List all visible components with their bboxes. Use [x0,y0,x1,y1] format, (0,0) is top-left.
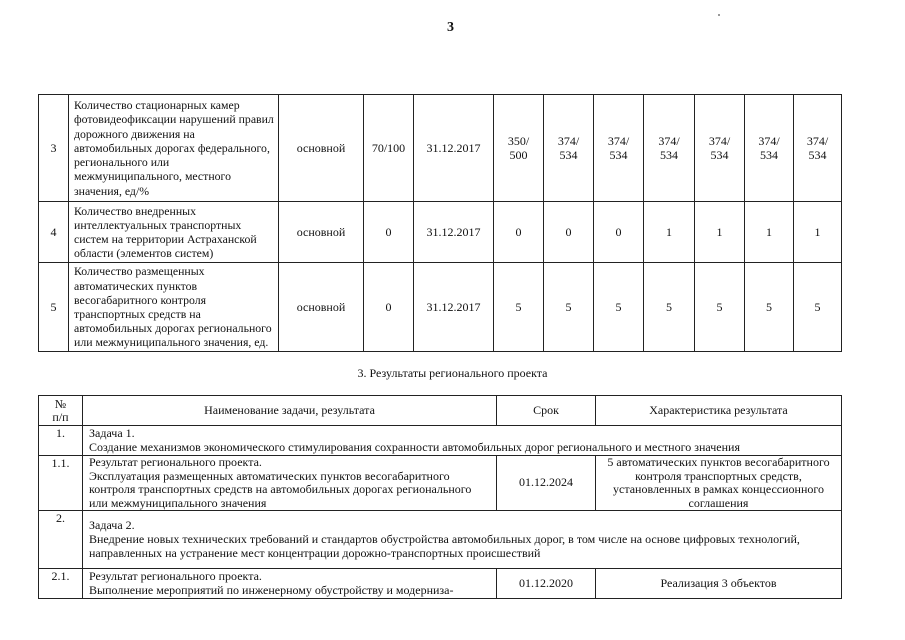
result-characteristic: 5 автоматических пунктов весогабаритного контроля транспортных средств, установленных в рамках концессионного соглашения [596,456,842,511]
result-number: 2.1. [39,569,83,599]
year-value: 0 [494,202,544,263]
base-value: 70/100 [364,95,414,202]
result-text: Результат регионального проекта. Эксплуатация размещенных автоматических пунктов весогабаритного контроля транспортных средств на автомобильных дорогах регионального или межмуниципального значения [83,456,497,511]
table-row [39,95,842,202]
base-value: 0 [364,263,414,352]
result-deadline: 01.12.2024 [497,456,596,511]
year-value: 374/ 534 [695,95,745,202]
indicator-name: Количество внедренных интеллектуальных транспортных систем на территории Астраханской области (элементов систем) [69,202,279,263]
column-header-number: № п/п [39,396,83,426]
indicator-name: Количество размещенных автоматических пунктов весогабаритного контроля транспортных средств на автомобильных дорогах регионального или межмуниципального значения, ед. [69,263,279,352]
row-number: 3 [39,95,69,202]
year-value: 1 [794,202,842,263]
column-header-characteristic: Характеристика результата [596,396,842,426]
table-header-row [39,396,842,426]
year-value: 0 [594,202,644,263]
year-value: 374/ 534 [745,95,794,202]
column-header-name: Наименование задачи, результата [83,396,497,426]
task-number: 1. [39,426,83,456]
table-row [39,511,842,569]
base-value: 0 [364,202,414,263]
indicator-name: Количество стационарных камер фотовидеофиксации нарушений правил дорожного движения на автомобильных дорогах федерального, регионального или межмуниципального, местного значения, ед/% [69,95,279,202]
column-header-deadline: Срок [497,396,596,426]
year-value: 5 [695,263,745,352]
section-title: 3. Результаты регионального проекта [357,366,548,380]
table-row [39,263,842,352]
year-value: 374/ 534 [594,95,644,202]
year-value: 5 [544,263,594,352]
task-number: 2. [39,511,83,569]
year-value: 5 [594,263,644,352]
row-number: 5 [39,263,69,352]
year-value: 374/ 534 [544,95,594,202]
table-row [39,426,842,456]
task-text: Задача 2. Внедрение новых технических требований и стандартов обустройства автомобильных дорог, в том числе на основе цифровых технологий, направленных на устранение мест концентрации дорожно-транспортных происшествий [83,511,842,569]
base-date: 31.12.2017 [414,263,494,352]
year-value: 374/ 534 [644,95,695,202]
indicator-type: основной [279,263,364,352]
year-value: 374/ 534 [794,95,842,202]
indicator-type: основной [279,95,364,202]
row-number: 4 [39,202,69,263]
indicator-type: основной [279,202,364,263]
year-value: 5 [494,263,544,352]
result-number: 1.1. [39,456,83,511]
year-value: 1 [745,202,794,263]
indicators-table [38,94,842,352]
year-value: 350/ 500 [494,95,544,202]
table-row [39,202,842,263]
result-text: Результат регионального проекта. Выполнение мероприятий по инженерному обустройству и модерниза- [83,569,497,599]
year-value: 5 [644,263,695,352]
result-characteristic: Реализация 3 объектов [596,569,842,599]
base-date: 31.12.2017 [414,95,494,202]
table-row [39,569,842,599]
page-number: 3 [447,20,454,35]
year-value: 0 [544,202,594,263]
base-date: 31.12.2017 [414,202,494,263]
table-row [39,456,842,511]
year-value: 5 [794,263,842,352]
scan-speck [718,14,720,16]
year-value: 5 [745,263,794,352]
result-deadline: 01.12.2020 [497,569,596,599]
year-value: 1 [644,202,695,263]
task-text: Задача 1. Создание механизмов экономического стимулирования сохранности автомобильных дорог регионального и местного значения [83,426,842,456]
results-table [38,395,842,599]
year-value: 1 [695,202,745,263]
